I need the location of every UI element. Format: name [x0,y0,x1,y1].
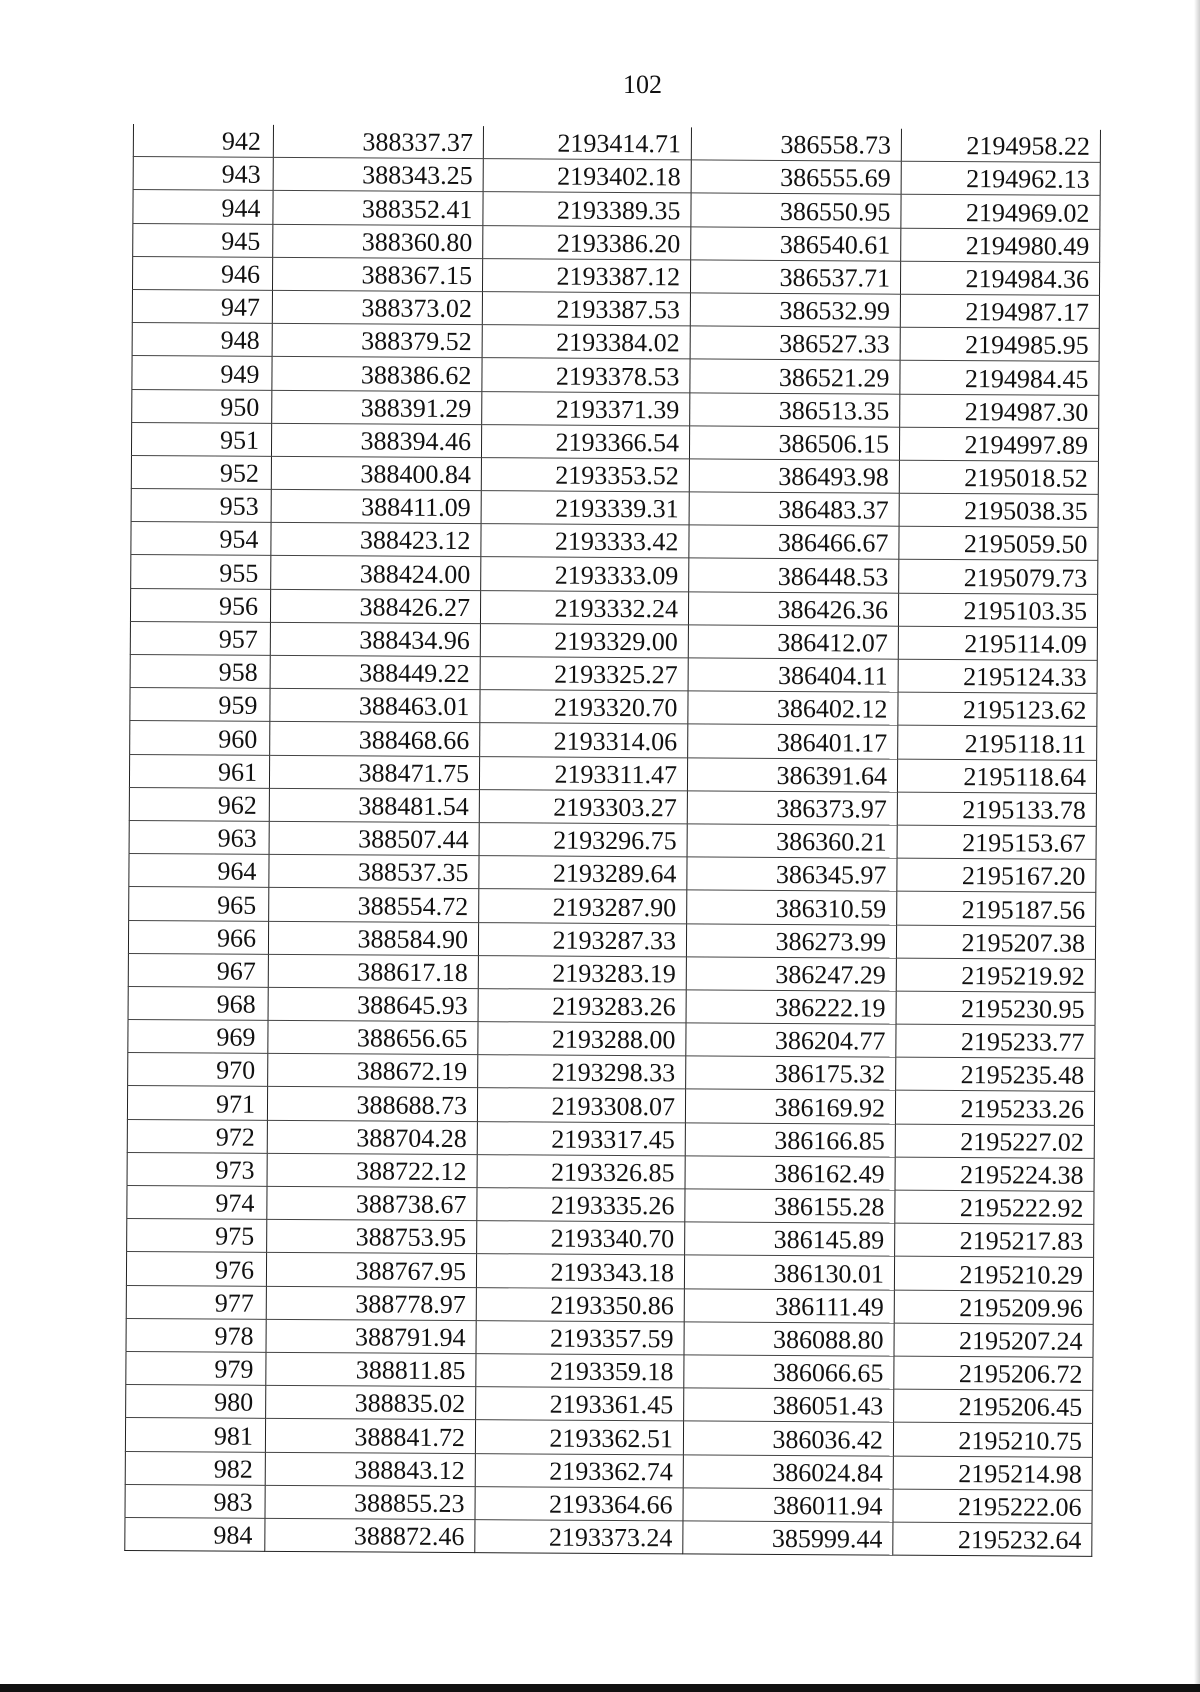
value-cell-2: 2193287.90 [479,889,687,923]
row-number-cell: 973 [127,1152,267,1186]
value-cell-1: 388394.46 [271,423,481,457]
value-cell-3: 386360.21 [687,824,897,858]
row-number-cell: 958 [130,654,270,688]
value-cell-4: 2195018.52 [899,460,1098,494]
value-cell-4: 2195118.64 [897,759,1096,793]
value-cell-4: 2195103.35 [898,593,1097,627]
value-cell-3: 386066.65 [684,1355,894,1389]
row-number-cell: 972 [127,1119,267,1153]
value-cell-4: 2195235.48 [896,1057,1095,1091]
value-cell-3: 386247.29 [686,957,896,991]
value-cell-3: 386111.49 [684,1288,894,1322]
value-cell-1: 388843.12 [265,1452,475,1486]
value-cell-2: 2193366.54 [481,424,689,458]
value-cell-3: 386373.97 [687,791,897,825]
value-cell-1: 388617.18 [268,954,478,988]
value-cell-3: 386175.32 [686,1056,896,1090]
row-number-cell: 979 [126,1351,266,1385]
value-cell-4: 2194984.36 [900,261,1099,295]
row-number-cell: 967 [128,953,268,987]
row-number-cell: 955 [131,555,271,589]
value-cell-3: 386310.59 [687,890,897,924]
value-cell-4: 2195038.35 [899,493,1098,527]
row-number-cell: 943 [133,157,273,191]
value-cell-1: 388738.67 [267,1186,477,1220]
value-cell-1: 388554.72 [269,888,479,922]
value-cell-1: 388835.02 [266,1385,476,1419]
value-cell-3: 386550.95 [691,193,901,227]
value-cell-2: 2193362.74 [475,1453,683,1487]
value-cell-1: 388791.94 [266,1319,476,1353]
row-number-cell: 969 [128,1020,268,1054]
row-number-cell: 948 [132,323,272,357]
value-cell-3: 386145.89 [685,1222,895,1256]
value-cell-1: 388400.84 [271,456,481,490]
value-cell-4: 2195206.72 [894,1356,1093,1390]
coordinate-table-body [125,124,1101,1556]
value-cell-3: 386166.85 [685,1123,895,1157]
value-cell-1: 388463.01 [270,689,480,723]
value-cell-2: 2193389.35 [483,192,691,226]
value-cell-4: 2195167.20 [897,858,1096,892]
value-cell-2: 2193414.71 [483,126,691,160]
value-cell-3: 386466.67 [689,525,899,559]
row-number-cell: 963 [129,820,269,854]
value-cell-1: 388645.93 [268,987,478,1021]
value-cell-1: 388841.72 [265,1419,475,1453]
row-number-cell: 964 [129,854,269,888]
value-cell-4: 2194987.17 [900,294,1099,328]
value-cell-2: 2193283.26 [478,989,686,1023]
value-cell-2: 2193287.33 [478,922,686,956]
row-number-cell: 956 [130,588,270,622]
value-cell-4: 2195227.02 [895,1124,1094,1158]
value-cell-1: 388468.66 [270,722,480,756]
row-number-cell: 977 [126,1285,266,1319]
value-cell-1: 388481.54 [269,788,479,822]
value-cell-1: 388704.28 [267,1120,477,1154]
row-number-cell: 970 [128,1053,268,1087]
row-number-cell: 975 [127,1219,267,1253]
value-cell-2: 2193332.24 [480,590,688,624]
value-cell-1: 388584.90 [268,921,478,955]
table-row [125,1517,1092,1556]
value-cell-4: 2194997.89 [899,427,1098,461]
value-cell-1: 388337.37 [273,125,483,159]
value-cell-4: 2194962.13 [901,161,1100,195]
value-cell-2: 2193311.47 [479,756,687,790]
value-cell-1: 388360.80 [273,224,483,258]
value-cell-3: 386537.71 [690,260,900,294]
value-cell-4: 2195207.24 [894,1323,1093,1357]
value-cell-4: 2195217.83 [895,1223,1094,1257]
value-cell-4: 2194969.02 [901,195,1100,229]
value-cell-2: 2193325.27 [480,657,688,691]
row-number-cell: 980 [126,1385,266,1419]
value-cell-4: 2195210.75 [893,1422,1092,1456]
page-number: 102 [623,70,662,99]
row-number-cell: 947 [132,289,272,323]
row-number-cell: 957 [130,621,270,655]
value-cell-2: 2193357.59 [476,1320,684,1354]
value-cell-3: 386448.53 [689,558,899,592]
scan-bottom-edge [0,1684,1200,1692]
value-cell-3: 386204.77 [686,1023,896,1057]
value-cell-3: 386555.69 [691,160,901,194]
value-cell-2: 2193353.52 [481,458,689,492]
value-cell-4: 2195153.67 [897,825,1096,859]
value-cell-2: 2193359.18 [476,1354,684,1388]
value-cell-2: 2193340.70 [477,1221,685,1255]
value-cell-3: 386540.61 [691,226,901,260]
value-cell-1: 388778.97 [266,1286,476,1320]
row-number-cell: 962 [129,787,269,821]
value-cell-4: 2195222.92 [895,1190,1094,1224]
value-cell-2: 2193303.27 [479,789,687,823]
value-cell-2: 2193296.75 [479,823,687,857]
value-cell-3: 386521.29 [690,359,900,393]
value-cell-1: 388449.22 [270,655,480,689]
value-cell-3: 386169.92 [685,1089,895,1123]
row-number-cell: 944 [133,190,273,224]
scan-right-edge [1194,0,1200,1692]
value-cell-4: 2195232.64 [893,1522,1092,1556]
value-cell-2: 2193387.12 [482,258,690,292]
value-cell-3: 386162.49 [685,1156,895,1190]
value-cell-2: 2193387.53 [482,292,690,326]
value-cell-4: 2195222.06 [893,1489,1092,1523]
value-cell-4: 2195210.29 [894,1257,1093,1291]
value-cell-4: 2195207.38 [896,925,1095,959]
value-cell-4: 2195224.38 [895,1157,1094,1191]
value-cell-4: 2195133.78 [897,792,1096,826]
row-number-cell: 982 [125,1451,265,1485]
value-cell-3: 386513.35 [690,392,900,426]
value-cell-2: 2193298.33 [478,1055,686,1089]
value-cell-4: 2194980.49 [901,228,1100,262]
value-cell-2: 2193386.20 [483,225,691,259]
value-cell-3: 386391.64 [687,757,897,791]
value-cell-2: 2193314.06 [480,723,688,757]
value-cell-1: 388391.29 [272,390,482,424]
row-number-cell: 961 [129,754,269,788]
value-cell-1: 388379.52 [272,323,482,357]
value-cell-3: 386426.36 [688,592,898,626]
value-cell-3: 386088.80 [684,1322,894,1356]
value-cell-2: 2193317.45 [477,1121,685,1155]
value-cell-2: 2193339.31 [481,491,689,525]
value-cell-1: 388855.23 [265,1485,475,1519]
row-number-cell: 971 [127,1086,267,1120]
value-cell-3: 386155.28 [685,1189,895,1223]
value-cell-4: 2195079.73 [899,560,1098,594]
value-cell-2: 2193335.26 [477,1188,685,1222]
value-cell-4: 2195059.50 [899,526,1098,560]
row-number-cell: 960 [130,721,270,755]
row-number-cell: 946 [132,256,272,290]
value-cell-2: 2193329.00 [480,623,688,657]
value-cell-3: 386011.94 [683,1488,893,1522]
value-cell-4: 2195209.96 [894,1290,1093,1324]
value-cell-2: 2193362.51 [475,1420,683,1454]
value-cell-2: 2193371.39 [482,391,690,425]
row-number-cell: 951 [131,422,271,456]
value-cell-1: 388656.65 [268,1020,478,1054]
value-cell-1: 388434.96 [270,622,480,656]
value-cell-1: 388471.75 [269,755,479,789]
value-cell-1: 388424.00 [271,556,481,590]
value-cell-1: 388423.12 [271,523,481,557]
value-cell-2: 2193283.19 [478,955,686,989]
value-cell-2: 2193326.85 [477,1154,685,1188]
value-cell-2: 2193402.18 [483,159,691,193]
value-cell-4: 2195206.45 [894,1389,1093,1423]
value-cell-1: 388373.02 [272,290,482,324]
value-cell-4: 2194984.45 [900,361,1099,395]
value-cell-3: 386558.73 [691,127,901,161]
value-cell-4: 2195233.77 [896,1024,1095,1058]
value-cell-4: 2195114.09 [898,626,1097,660]
row-number-cell: 976 [126,1252,266,1286]
value-cell-1: 388386.62 [272,357,482,391]
value-cell-3: 386024.84 [683,1454,893,1488]
row-number-cell: 981 [125,1418,265,1452]
value-cell-2: 2193333.42 [481,524,689,558]
row-number-cell: 966 [128,920,268,954]
value-cell-4: 2194958.22 [901,129,1100,163]
value-cell-1: 388537.35 [269,854,479,888]
value-cell-2: 2193350.86 [476,1287,684,1321]
value-cell-2: 2193288.00 [478,1022,686,1056]
value-cell-4: 2194985.95 [900,327,1099,361]
row-number-cell: 945 [133,223,273,257]
value-cell-4: 2195187.56 [897,891,1096,925]
value-cell-4: 2195219.92 [896,958,1095,992]
row-number-cell: 953 [131,489,271,523]
value-cell-3: 386345.97 [687,857,897,891]
value-cell-3: 386273.99 [686,923,896,957]
value-cell-3: 386051.43 [684,1388,894,1422]
value-cell-1: 388426.27 [270,589,480,623]
value-cell-1: 388872.46 [265,1518,475,1552]
value-cell-4: 2195233.26 [895,1091,1094,1125]
row-number-cell: 984 [125,1517,265,1551]
value-cell-4: 2195230.95 [896,991,1095,1025]
coordinate-table [124,124,1101,1557]
value-cell-1: 388343.25 [273,158,483,192]
value-cell-2: 2193373.24 [475,1519,683,1553]
row-number-cell: 983 [125,1484,265,1518]
value-cell-3: 386036.42 [683,1421,893,1455]
value-cell-1: 388367.15 [272,257,482,291]
row-number-cell: 968 [128,986,268,1020]
value-cell-3: 386404.11 [688,658,898,692]
value-cell-2: 2193361.45 [476,1387,684,1421]
row-number-cell: 942 [133,124,273,158]
value-cell-1: 388722.12 [267,1153,477,1187]
value-cell-3: 386527.33 [690,326,900,360]
coordinate-table-container [124,124,1100,1560]
row-number-cell: 959 [130,688,270,722]
value-cell-3: 386402.12 [688,691,898,725]
value-cell-3: 386222.19 [686,990,896,1024]
value-cell-2: 2193320.70 [480,690,688,724]
value-cell-1: 388672.19 [268,1054,478,1088]
value-cell-1: 388767.95 [266,1253,476,1287]
row-number-cell: 949 [132,356,272,390]
value-cell-3: 386532.99 [690,293,900,327]
value-cell-2: 2193343.18 [476,1254,684,1288]
value-cell-4: 2195124.33 [898,659,1097,693]
value-cell-4: 2194987.30 [900,394,1099,428]
row-number-cell: 974 [127,1185,267,1219]
value-cell-2: 2193364.66 [475,1486,683,1520]
row-number-cell: 978 [126,1318,266,1352]
value-cell-1: 388688.73 [267,1087,477,1121]
row-number-cell: 965 [129,887,269,921]
value-cell-1: 388411.09 [271,489,481,523]
value-cell-1: 388352.41 [273,191,483,225]
value-cell-3: 386401.17 [688,724,898,758]
value-cell-2: 2193333.09 [481,557,689,591]
value-cell-1: 388507.44 [269,821,479,855]
row-number-cell: 950 [132,389,272,423]
row-number-cell: 954 [131,522,271,556]
value-cell-3: 386412.07 [688,625,898,659]
value-cell-3: 385999.44 [683,1521,893,1555]
value-cell-1: 388811.85 [266,1352,476,1386]
value-cell-2: 2193378.53 [482,358,690,392]
value-cell-4: 2195214.98 [893,1456,1092,1490]
value-cell-2: 2193384.02 [482,325,690,359]
value-cell-2: 2193289.64 [479,856,687,890]
value-cell-3: 386483.37 [689,492,899,526]
row-number-cell: 952 [131,455,271,489]
value-cell-4: 2195123.62 [898,692,1097,726]
value-cell-1: 388753.95 [267,1220,477,1254]
value-cell-2: 2193308.07 [477,1088,685,1122]
value-cell-4: 2195118.11 [898,726,1097,760]
value-cell-3: 386130.01 [684,1255,894,1289]
value-cell-3: 386506.15 [689,426,899,460]
value-cell-3: 386493.98 [689,459,899,493]
